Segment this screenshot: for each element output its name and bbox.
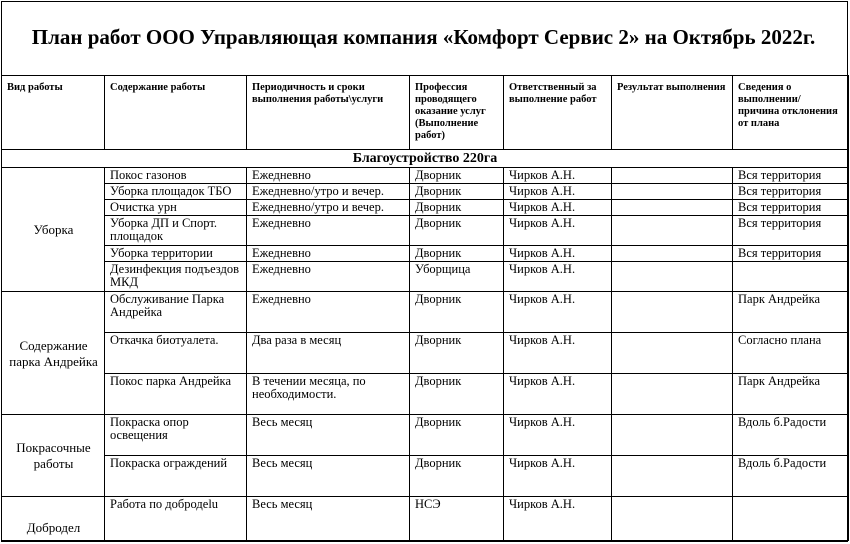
- periodicity-cell: Весь месяц: [247, 456, 410, 497]
- profession-cell: Дворник: [410, 415, 504, 456]
- work-content-cell: Обслуживание Парка Андрейка: [105, 292, 247, 333]
- group-name: Содержание парка Андрейка: [2, 292, 105, 415]
- result-cell: [612, 497, 733, 541]
- details-cell: [733, 262, 849, 292]
- details-cell: Вдоль б.Радости: [733, 415, 849, 456]
- col-header-periodicity: Периодичность и сроки выполнения работы\услуги: [247, 76, 410, 150]
- header-row: [2, 76, 849, 150]
- details-cell: Вся территория: [733, 168, 849, 184]
- work-content-cell: Покраска ограждений: [105, 456, 247, 497]
- periodicity-cell: Ежедневно: [247, 262, 410, 292]
- profession-cell: Дворник: [410, 374, 504, 415]
- work-content-cell: Работа по добродelu: [105, 497, 247, 541]
- group-name: Покрасочные работы: [2, 415, 105, 497]
- col-header-details: Сведения о выполнении/ причина отклонения от плана: [733, 76, 849, 150]
- profession-cell: Дворник: [410, 246, 504, 262]
- details-cell: Парк Андрейка: [733, 374, 849, 415]
- group-name: Уборка: [2, 168, 105, 292]
- details-cell: Согласно плана: [733, 333, 849, 374]
- table-row: [2, 415, 849, 456]
- work-content-cell: Дезинфекция подъездов МКД: [105, 262, 247, 292]
- page-title: План работ ООО Управляющая компания «Комфорт Сервис 2» на Октябрь 2022г.: [31, 24, 816, 49]
- responsible-cell: Чирков А.Н.: [504, 262, 612, 292]
- work-content-cell: Уборка площадок ТБО: [105, 184, 247, 200]
- work-plan-table: [1, 75, 849, 541]
- result-cell: [612, 262, 733, 292]
- work-content-cell: Откачка биотуалета.: [105, 333, 247, 374]
- responsible-cell: Чирков А.Н.: [504, 374, 612, 415]
- details-cell: Вся территория: [733, 216, 849, 246]
- details-cell: Вся территория: [733, 246, 849, 262]
- responsible-cell: Чирков А.Н.: [504, 168, 612, 184]
- profession-cell: Дворник: [410, 184, 504, 200]
- details-cell: Вся территория: [733, 184, 849, 200]
- group-name: Добродел: [2, 497, 105, 541]
- periodicity-cell: Два раза в месяц: [247, 333, 410, 374]
- responsible-cell: Чирков А.Н.: [504, 200, 612, 216]
- profession-cell: Дворник: [410, 216, 504, 246]
- table-row: [2, 497, 849, 541]
- col-header-profession: Профессия проводящего оказание услуг (Выполнение работ): [410, 76, 504, 150]
- result-cell: [612, 184, 733, 200]
- result-cell: [612, 200, 733, 216]
- responsible-cell: Чирков А.Н.: [504, 497, 612, 541]
- periodicity-cell: Ежедневно/утро и вечер.: [247, 200, 410, 216]
- result-cell: [612, 456, 733, 497]
- result-cell: [612, 168, 733, 184]
- profession-cell: Дворник: [410, 168, 504, 184]
- profession-cell: Дворник: [410, 333, 504, 374]
- table-row: [2, 374, 849, 415]
- table-row: [2, 200, 849, 216]
- section-row: [2, 150, 849, 168]
- profession-cell: Уборщица: [410, 262, 504, 292]
- responsible-cell: Чирков А.Н.: [504, 184, 612, 200]
- profession-cell: НСЭ: [410, 497, 504, 541]
- col-header-work-type: Вид работы: [2, 76, 105, 150]
- result-cell: [612, 374, 733, 415]
- work-content-cell: Уборка ДП и Спорт. площадок: [105, 216, 247, 246]
- table-row: [2, 168, 849, 184]
- work-content-cell: Уборка территории: [105, 246, 247, 262]
- responsible-cell: Чирков А.Н.: [504, 216, 612, 246]
- responsible-cell: Чирков А.Н.: [504, 456, 612, 497]
- periodicity-cell: Ежедневно: [247, 216, 410, 246]
- work-content-cell: Покос парка Андрейка: [105, 374, 247, 415]
- result-cell: [612, 246, 733, 262]
- periodicity-cell: В течении месяца, по необходимости.: [247, 374, 410, 415]
- responsible-cell: Чирков А.Н.: [504, 415, 612, 456]
- table-row: [2, 333, 849, 374]
- result-cell: [612, 216, 733, 246]
- table-row: [2, 216, 849, 246]
- details-cell: Парк Андрейка: [733, 292, 849, 333]
- periodicity-cell: Весь месяц: [247, 415, 410, 456]
- responsible-cell: Чирков А.Н.: [504, 246, 612, 262]
- work-content-cell: Покос газонов: [105, 168, 247, 184]
- profession-cell: Дворник: [410, 456, 504, 497]
- col-header-work-content: Содержание работы: [105, 76, 247, 150]
- work-content-cell: Покраска опор освещения: [105, 415, 247, 456]
- responsible-cell: Чирков А.Н.: [504, 292, 612, 333]
- table-row: [2, 184, 849, 200]
- profession-cell: Дворник: [410, 292, 504, 333]
- responsible-cell: Чирков А.Н.: [504, 333, 612, 374]
- table-row: [2, 262, 849, 292]
- result-cell: [612, 292, 733, 333]
- periodicity-cell: Весь месяц: [247, 497, 410, 541]
- table-row: [2, 292, 849, 333]
- periodicity-cell: Ежедневно: [247, 292, 410, 333]
- details-cell: Вся территория: [733, 200, 849, 216]
- profession-cell: Дворник: [410, 200, 504, 216]
- table-row: [2, 246, 849, 262]
- col-header-result: Результат выполнения: [612, 76, 733, 150]
- result-cell: [612, 333, 733, 374]
- periodicity-cell: Ежедневно/утро и вечер.: [247, 184, 410, 200]
- col-header-responsible: Ответственный за выполнение работ: [504, 76, 612, 150]
- work-content-cell: Очистка урн: [105, 200, 247, 216]
- periodicity-cell: Ежедневно: [247, 246, 410, 262]
- result-cell: [612, 415, 733, 456]
- section-title: Благоустройство 220га: [2, 150, 849, 168]
- details-cell: [733, 497, 849, 541]
- table-row: [2, 456, 849, 497]
- periodicity-cell: Ежедневно: [247, 168, 410, 184]
- details-cell: Вдоль б.Радости: [733, 456, 849, 497]
